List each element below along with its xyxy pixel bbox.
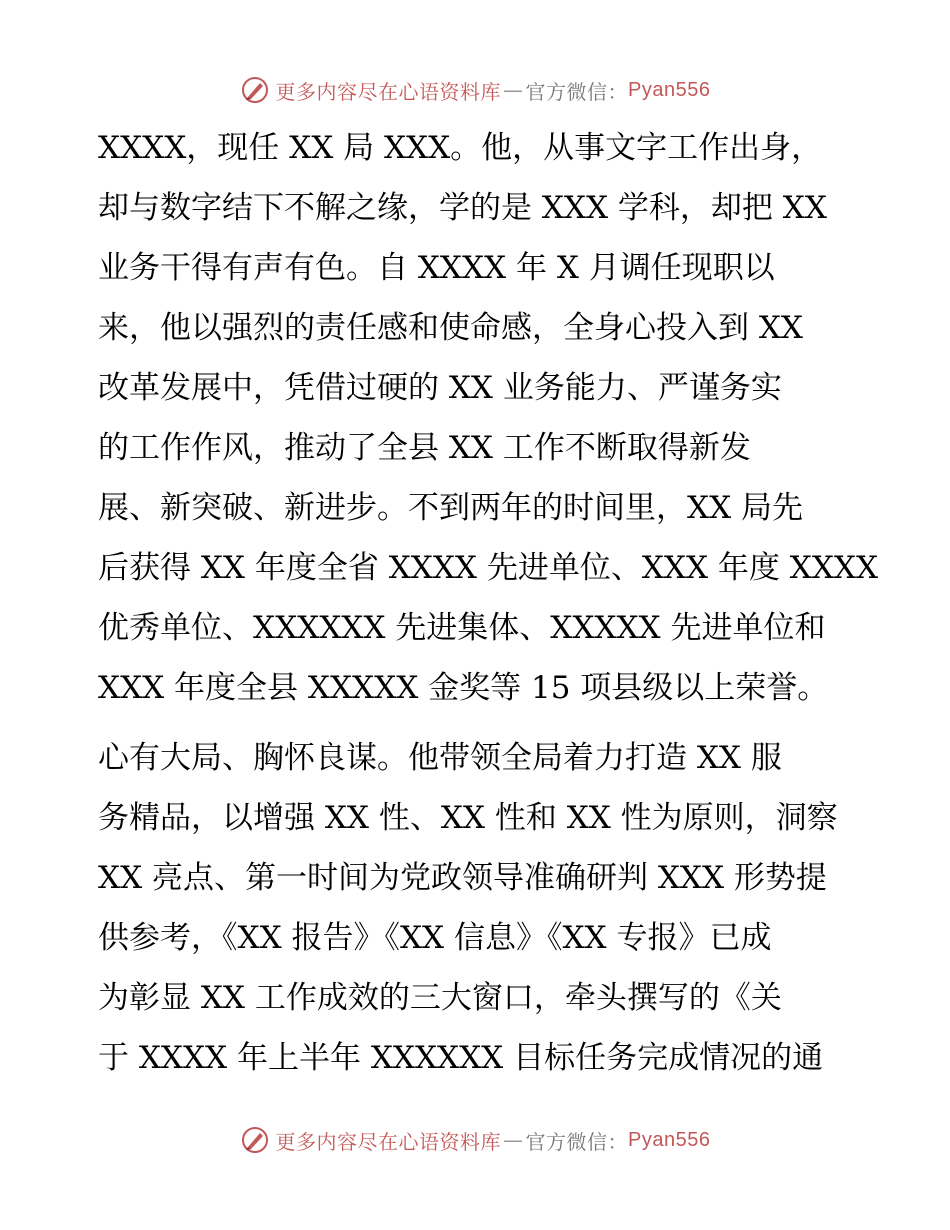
- text-line: 于 XXXX 年上半年 XXXXXX 目标任务完成情况的通: [98, 1040, 824, 1076]
- text-line: 改革发展中，凭借过硬的 XX 业务能力、严谨务实: [98, 370, 782, 406]
- text-line: 心有大局、胸怀良谋。他带领全局着力打造 XX 服: [98, 740, 782, 776]
- text-line: 优秀单位、XXXXXX 先进集体、XXXXX 先进单位和: [98, 610, 826, 646]
- watermark-text: 更多内容尽在心语资料库: [275, 1129, 502, 1154]
- text-line: 展、新突破、新进步。不到两年的时间里，XX 局先: [98, 490, 803, 526]
- paragraph-1: [98, 118, 879, 718]
- text-line: XXX 年度全县 XXXXX 金奖等 15 项县级以上荣誉。: [98, 670, 829, 706]
- text-line: 后获得 XX 年度全省 XXXX 先进单位、XXX 年度 XXXX: [98, 550, 879, 586]
- wechat-account: Pyan556: [628, 78, 711, 101]
- watermark-separator: —: [503, 1128, 524, 1152]
- wechat-account: Pyan556: [628, 1128, 711, 1151]
- text-line: 却与数字结下不解之缘，学的是 XXX 学科，却把 XX: [98, 190, 827, 226]
- text-line: 业务干得有声有色。自 XXXX 年 X 月调任现职以: [98, 250, 775, 286]
- text-line: XXXX，现任 XX 局 XXX。他，从事文字工作出身，: [98, 130, 823, 166]
- paragraph-2: [98, 728, 868, 1088]
- quill-pen-icon: [240, 75, 270, 105]
- wechat-label: 官方微信：: [525, 1129, 629, 1154]
- text-line: 务精品，以增强 XX 性、XX 性和 XX 性为原则，洞察: [98, 800, 838, 836]
- text-line: 供参考，《XX 报告》《XX 信息》《XX 专报》已成: [98, 920, 772, 956]
- watermark-text: 更多内容尽在心语资料库: [275, 79, 502, 104]
- quill-pen-icon: [240, 1125, 270, 1155]
- watermark-separator: —: [503, 78, 524, 102]
- wechat-label: 官方微信：: [525, 79, 629, 104]
- text-line: 来，他以强烈的责任感和使命感，全身心投入到 XX: [98, 310, 803, 346]
- text-line: XX 亮点、第一时间为党政领导准确研判 XXX 形势提: [98, 860, 827, 896]
- header-watermark: [0, 70, 950, 110]
- footer-watermark: [0, 1120, 950, 1160]
- text-line: 为彰显 XX 工作成效的三大窗口，牵头撰写的《关: [98, 980, 782, 1016]
- document-body: [98, 118, 879, 1088]
- text-line: 的工作作风，推动了全县 XX 工作不断取得新发: [98, 430, 751, 466]
